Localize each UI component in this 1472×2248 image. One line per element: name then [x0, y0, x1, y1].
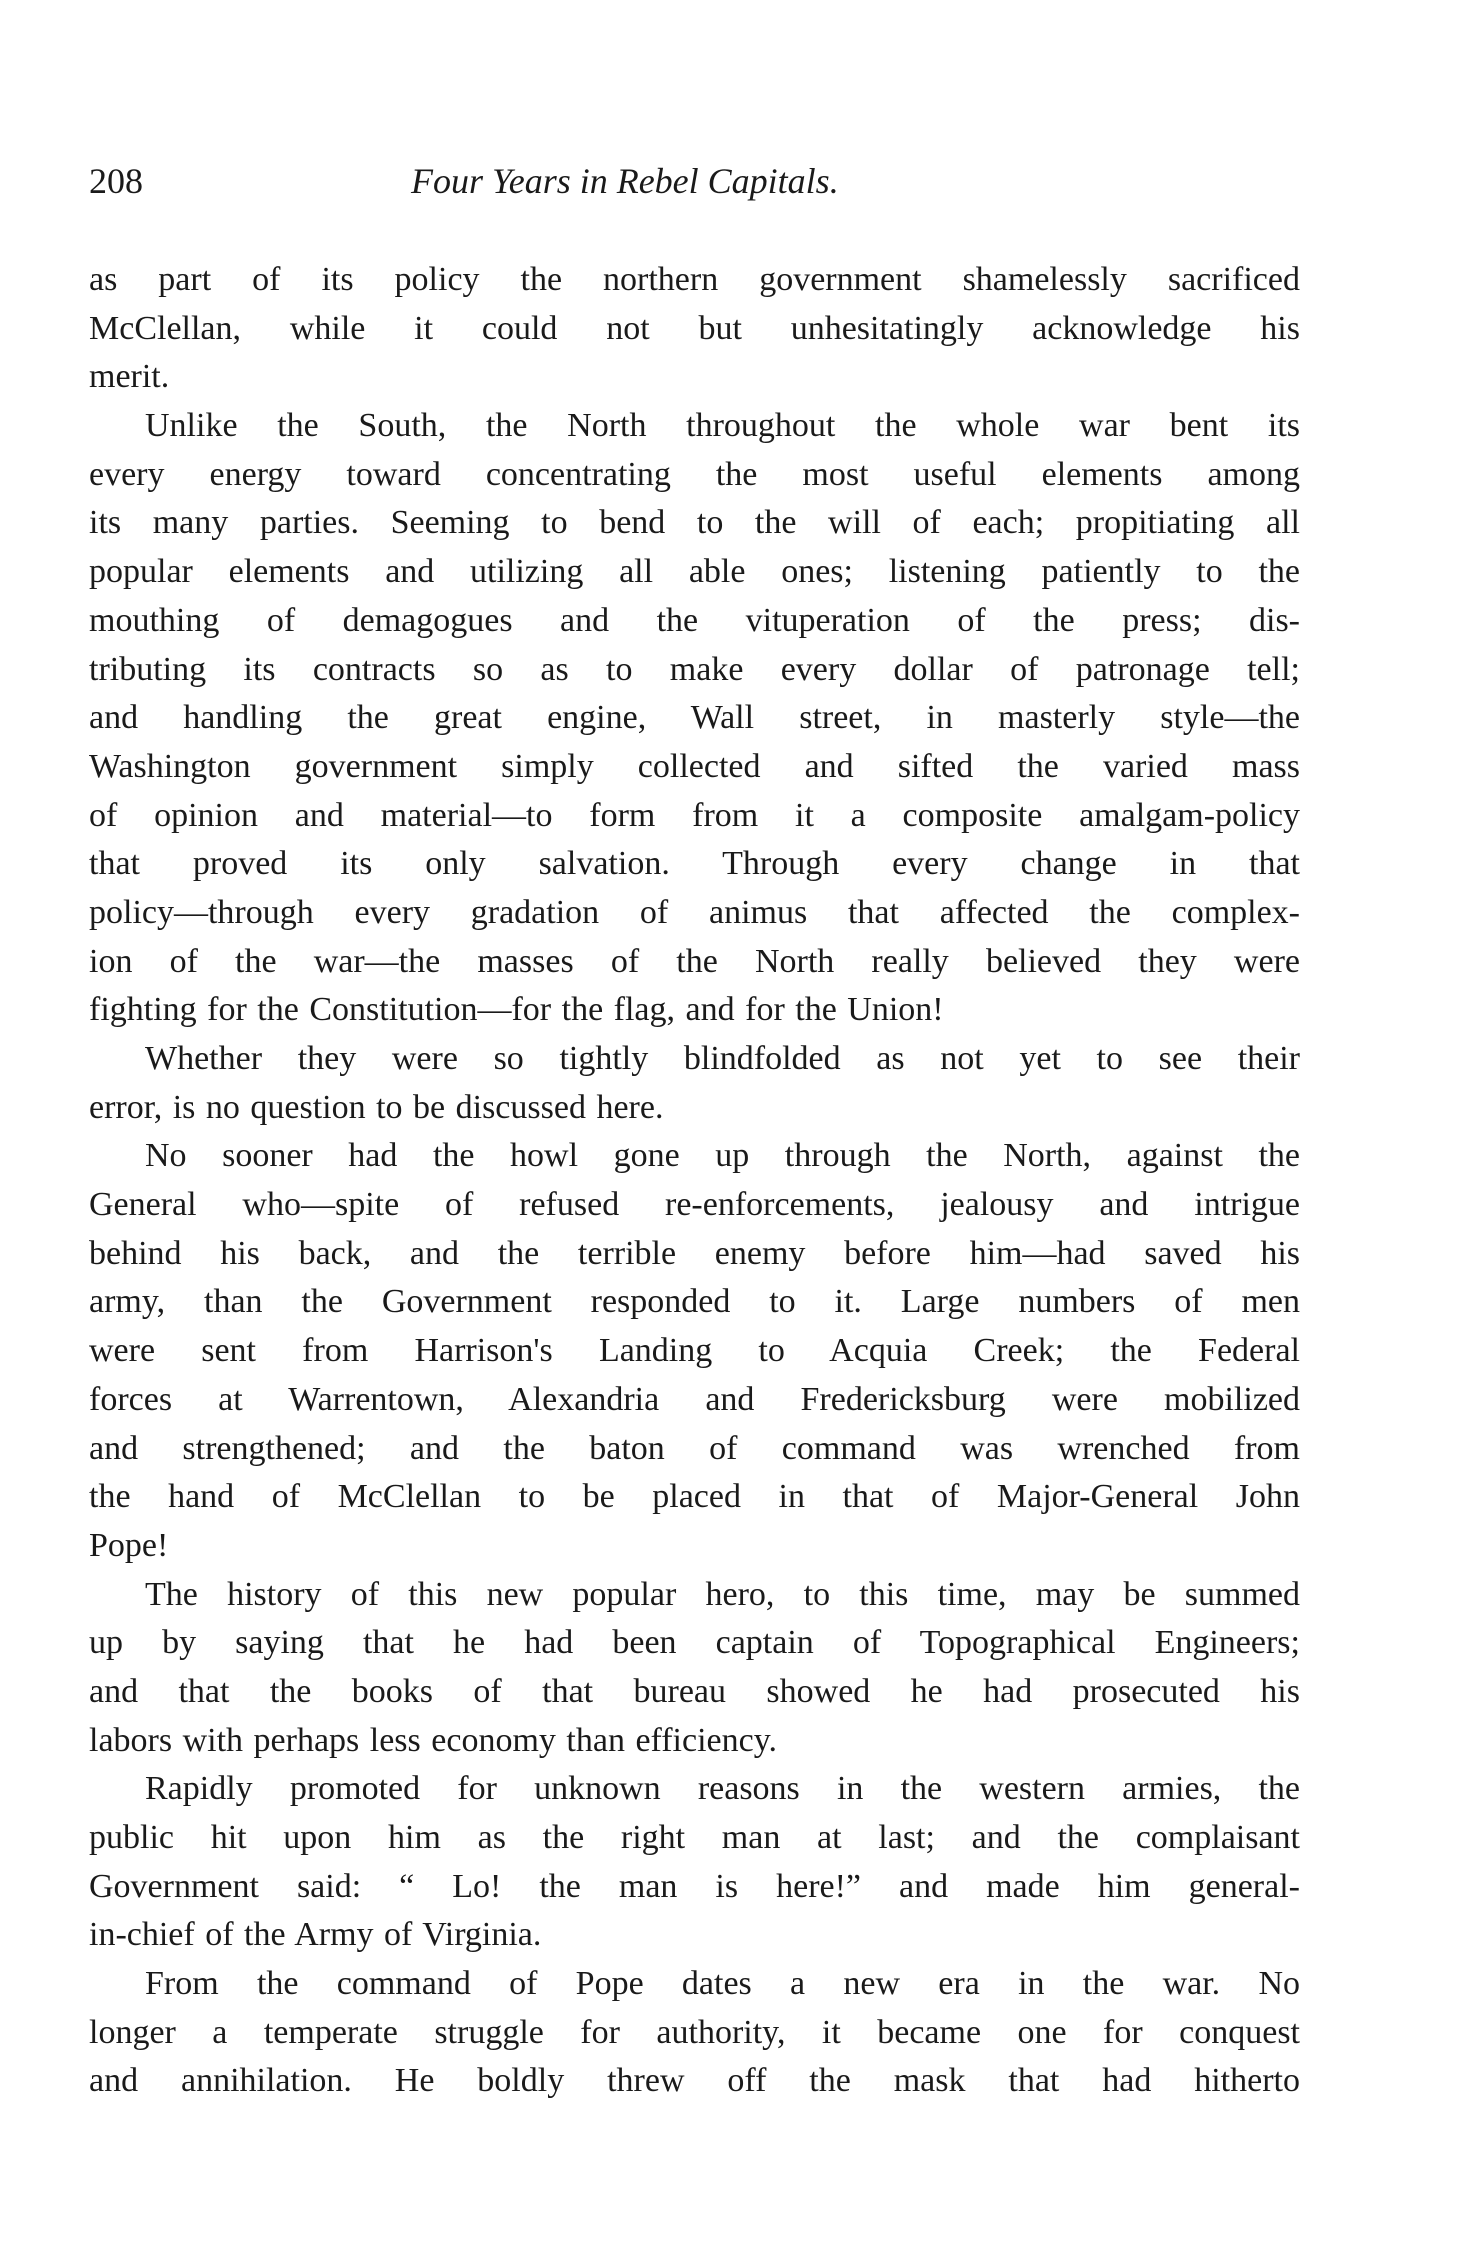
text-line: the hand of McClellan to be placed in that of Major-General John [89, 1478, 1300, 1516]
text-line: and handling the great engine, Wall street, in masterly style—the [89, 699, 1300, 737]
text-line: in-chief of the Army of Virginia. [89, 1916, 542, 1954]
text-line: No sooner had the howl gone up through the North, against the [145, 1137, 1300, 1175]
text-line: ion of the war—the masses of the North really believed they were [89, 942, 1300, 980]
text-line: of opinion and material—to form from it a composite amalgam-policy [89, 796, 1300, 834]
running-title: Four Years in Rebel Capitals. [411, 161, 839, 201]
text-line: Washington government simply collected and sifted the varied mass [89, 747, 1300, 785]
text-line: General who—spite of refused re-enforcements, jealousy and intrigue [89, 1186, 1300, 1224]
text-line: The history of this new popular hero, to this time, may be summed [145, 1575, 1300, 1613]
text-line: mouthing of demagogues and the vituperation of the press; dis- [89, 601, 1300, 639]
text-line: tributing its contracts so as to make every dollar of patronage tell; [89, 650, 1300, 688]
page-body [89, 256, 1300, 2106]
text-line: and that the books of that bureau showed he had prosecuted his [89, 1672, 1300, 1710]
page-number: 208 [89, 161, 143, 201]
text-line: and annihilation. He boldly threw off the mask that had hitherto [89, 2062, 1300, 2100]
text-line: were sent from Harrison's Landing to Acquia Creek; the Federal [89, 1332, 1300, 1370]
text-line: longer a temperate struggle for authority, it became one for conquest [89, 2013, 1300, 2051]
paragraph [89, 1035, 1300, 1132]
text-line: Whether they were so tightly blindfolded as not yet to see their [145, 1040, 1300, 1077]
text-line: fighting for the Constitution—for the flag, and for the Union! [89, 991, 944, 1029]
text-line: every energy toward concentrating the most useful elements among [89, 455, 1300, 493]
text-line: policy—through every gradation of animus that affected the complex- [89, 893, 1300, 931]
paragraph [89, 1132, 1300, 1570]
paragraph [89, 1571, 1300, 1766]
text-line: error, is no question to be discussed here. [89, 1088, 664, 1126]
text-line: labors with perhaps less economy than efficiency. [89, 1721, 778, 1759]
text-line: up by saying that he had been captain of Topographical Engineers; [89, 1624, 1300, 1662]
text-line: Unlike the South, the North throughout the whole war bent its [145, 407, 1300, 445]
text-line: as part of its policy the northern government shamelessly sacrificed [89, 261, 1300, 298]
text-line: forces at Warrentown, Alexandria and Fredericksburg were mobilized [89, 1380, 1300, 1418]
text-line: Government said: “ Lo! the man is here!” and made him general- [89, 1867, 1300, 1905]
text-line: behind his back, and the terrible enemy before him—had saved his [89, 1234, 1300, 1272]
text-line: that proved its only salvation. Through every change in that [89, 845, 1300, 883]
text-line: merit. [89, 358, 170, 396]
text-line: and strengthened; and the baton of command was wrenched from [89, 1429, 1300, 1467]
text-line: its many parties. Seeming to bend to the will of each; propitiating all [89, 504, 1300, 542]
paragraph [89, 256, 1300, 402]
text-line: public hit upon him as the right man at last; and the complaisant [89, 1819, 1300, 1856]
text-line: popular elements and utilizing all able ones; listening patiently to the [89, 553, 1300, 591]
paragraph [89, 1960, 1300, 2106]
text-line: Pope! [89, 1526, 169, 1564]
text-line: Rapidly promoted for unknown reasons in the western armies, the [145, 1770, 1300, 1808]
paragraph [89, 402, 1300, 1035]
paragraph [89, 1765, 1300, 1960]
text-line: From the command of Pope dates a new era in the war. No [145, 1965, 1300, 2003]
text-line: army, than the Government responded to it. Large numbers of men [89, 1283, 1300, 1321]
running-header [89, 160, 1300, 210]
text-line: McClellan, while it could not but unhesitatingly acknowledge his [89, 309, 1300, 347]
